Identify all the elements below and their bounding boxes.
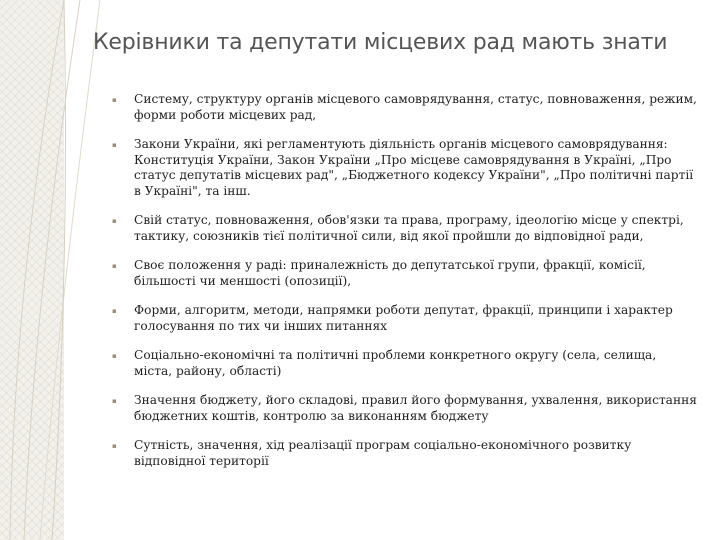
slide-title: Керівники та депутати місцевих рад мають знати — [93, 30, 668, 55]
bullet-square-icon: ▪ — [112, 352, 117, 360]
bullet-square-icon: ▪ — [112, 141, 117, 149]
decorative-curve — [40, 0, 100, 540]
list-item — [112, 348, 697, 379]
list-item-text: Значення бюджету, його складові, правил його формування, ухвалення, використання бюджетних коштів, контролю за виконанням бюджету — [134, 393, 697, 423]
decorative-curve — [10, 0, 64, 540]
list-item — [112, 303, 697, 334]
list-item-text: Закони України, які регламентують діяльність органів місцевого самоврядування: Конституція України, Закон України „Про місцеве самоврядування в Україні, „Про статус депутатів місцевих рад", „Бюджетного кодексу України", „Про політичні партії в Україні", та інш. — [134, 137, 694, 198]
bullet-square-icon: ▪ — [112, 442, 117, 450]
list-item-text: Систему, структуру органів місцевого самоврядування, статус, повноваження, режим, форми роботи місцевих рад, — [134, 92, 697, 122]
list-item — [112, 92, 697, 123]
bullet-square-icon: ▪ — [112, 96, 117, 104]
list-item — [112, 258, 697, 289]
list-item — [112, 438, 697, 469]
list-item-text: Свій статус, повноваження, обов'язки та права, програму, ідеологію місце у спектрі, тактику, союзників тієї політичної сили, від якої пройшли до відповідної ради, — [134, 213, 684, 243]
list-item — [112, 137, 697, 199]
decorative-curve — [52, 0, 66, 540]
list-item-text: Форми, алгоритм, методи, напрямки роботи депутат, фракції, принципи і характер голосування по тих чи інших питаннях — [134, 303, 673, 333]
list-item-text: Соціально-економічні та політичні проблеми конкретного округу (села, селища, міста, району, області) — [134, 348, 657, 378]
list-item-text: Своє положення у раді: приналежність до депутатської групи, фракції, комісії, більшості чи меншості (опозиції), — [134, 258, 646, 288]
bullet-square-icon: ▪ — [112, 397, 117, 405]
decorative-curve — [24, 0, 80, 540]
bullet-square-icon: ▪ — [112, 307, 117, 315]
bullet-square-icon: ▪ — [112, 217, 117, 225]
bullet-square-icon: ▪ — [112, 262, 117, 270]
bullet-list — [112, 92, 697, 483]
list-item-text: Сутність, значення, хід реалізації програм соціально-економічного розвитку відповідної території — [134, 438, 632, 468]
list-item — [112, 213, 697, 244]
list-item — [112, 393, 697, 424]
